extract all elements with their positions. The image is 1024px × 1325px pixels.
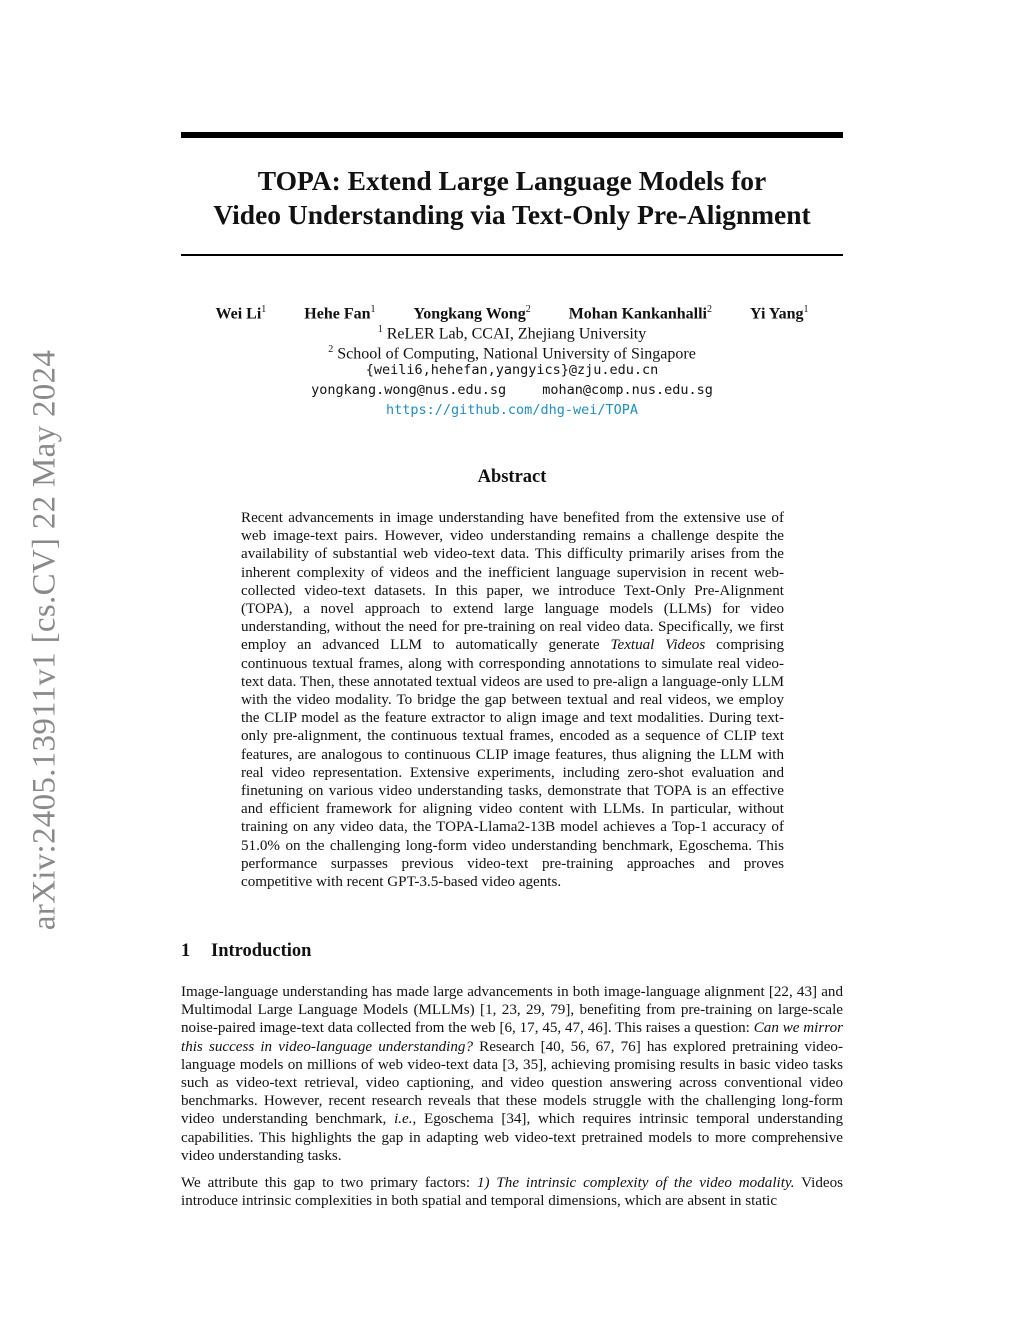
abstract-body — [241, 509, 784, 891]
abstract-italic-term: Textual Videos — [610, 637, 706, 654]
intro-paragraph-2 — [181, 1174, 843, 1210]
paper-title — [181, 164, 843, 232]
email-yongkang: yongkang.wong@nus.edu.sg — [311, 382, 507, 398]
intro-p1-question: Can we mirror this success in video-language understanding? — [181, 1020, 843, 1055]
email-nus-line — [181, 380, 843, 400]
author-affiliation-mark: 1 — [803, 304, 809, 315]
arxiv-identifier-sidebar: arXiv:2405.13911v1 [cs.CV] 22 May 2024 — [26, 349, 63, 931]
title-line-2: Video Understanding via Text-Only Pre-Alignment — [213, 199, 811, 230]
author-affiliation-mark: 1 — [370, 304, 376, 315]
author-name: Wei Li — [215, 305, 262, 323]
section-heading-introduction — [181, 940, 311, 962]
github-link-line — [181, 400, 843, 420]
github-link[interactable]: https://github.com/dhg-wei/TOPA — [386, 402, 638, 418]
affiliation-2-mark: 2 — [328, 344, 334, 355]
abstract-text-part-1: Recent advancements in image understanding have benefited from the extensive use of web image-text pairs. However, video understanding remains a challenge despite the availability of substantial web video-text data. This difficulty primarily arises from the inherent complexity of videos and the inefficient language supervision in recent web-collected video-text datasets. In this paper, we introduce Text-Only Pre-Alignment (TOPA), a novel approach to extend large language models (LLMs) for video understanding, without the need for pre-training on real video data. Specifically, we first employ an advanced LLM to automatically generate — [241, 510, 784, 654]
section-title: Introduction — [211, 941, 312, 961]
email-zju: {weili6,hehefan,yangyics}@zju.edu.cn — [365, 362, 659, 378]
author-name: Hehe Fan — [304, 305, 371, 323]
intro-paragraph-1 — [181, 983, 843, 1165]
email-mohan: mohan@comp.nus.edu.sg — [542, 382, 713, 398]
author-name: Mohan Kankanhalli — [568, 305, 707, 323]
intro-p2-part-b: Videos introduce intrinsic complexities in both spatial and temporal dimensions, which are absent in static — [181, 1175, 843, 1210]
intro-p1-part-c: , Egoschema [34], which requires intrinsic temporal understanding capabilities. This highlights the gap in adapting web video-text pretrained models to more comprehensive video understanding tasks. — [181, 1111, 843, 1164]
intro-p1-part-a: Image-language understanding has made large advancements in both image-language alignment [22, 43] and Multimodal Large Language Models (MLLMs) [1, 23, 29, 79], benefiting from pre-training on large-scale noise-paired image-text data collected from the web [6, 17, 45, 47, 46]. This raises a question: — [181, 984, 843, 1037]
intro-p2-factor-1: 1) The intrinsic complexity of the video modality. — [476, 1175, 795, 1191]
section-number: 1 — [181, 941, 191, 961]
intro-p1-part-b: Research [40, 56, 67, 76] has explored pretraining video-language models on millions of web video-text data [3, 35], achieving promising results in basic video tasks such as video-text retrieval, video captioning, and video question answering across conventional video benchmarks. However, recent research reveals that these models struggle with the challenging long-form video understanding benchmark, — [181, 1038, 843, 1128]
abstract-text-part-2: comprising continuous textual frames, along with corresponding annotations to simulate real video-text data. Then, these annotated textual videos are used to pre-align a language-only LLM with the video modality. To bridge the gap between textual and real videos, we employ the CLIP model as the feature extractor to align image and text modalities. During text-only pre-alignment, the continuous textual frames, encoded as a sequence of CLIP text features, are analogous to continuous CLIP image features, thus aligning the LLM with real video representation. Extensive experiments, including zero-shot evaluation and finetuning on various video understanding tasks, demonstrate that TOPA is an effective and efficient framework for aligning video content with LLMs. In particular, without training on any video data, the TOPA-Llama2-13B model achieves a Top-1 accuracy of 51.0% on the challenging long-form video understanding benchmark, Egoschema. This performance surpasses previous video-text pre-training approaches and proves competitive with recent GPT-3.5-based video agents. — [241, 637, 785, 891]
title-line-1: TOPA: Extend Large Language Models for — [257, 165, 767, 196]
author-affiliation-mark: 2 — [706, 304, 712, 315]
affiliation-1-mark: 1 — [377, 324, 383, 335]
author-affiliation-mark: 1 — [261, 304, 267, 315]
intro-p1-ie: i.e. — [394, 1111, 413, 1128]
author-affiliation-mark: 2 — [525, 304, 531, 315]
abstract-heading: Abstract — [477, 467, 547, 487]
author-name: Yi Yang — [749, 305, 804, 323]
affiliation-2-text: School of Computing, National University of Singapore — [337, 345, 696, 363]
title-bottom-rule — [181, 254, 843, 256]
intro-p2-part-a: We attribute this gap to two primary factors: — [181, 1175, 477, 1191]
author-name: Yongkang Wong — [413, 305, 526, 323]
title-top-rule — [181, 132, 843, 138]
affiliation-1-text: ReLER Lab, CCAI, Zhejiang University — [386, 325, 647, 343]
